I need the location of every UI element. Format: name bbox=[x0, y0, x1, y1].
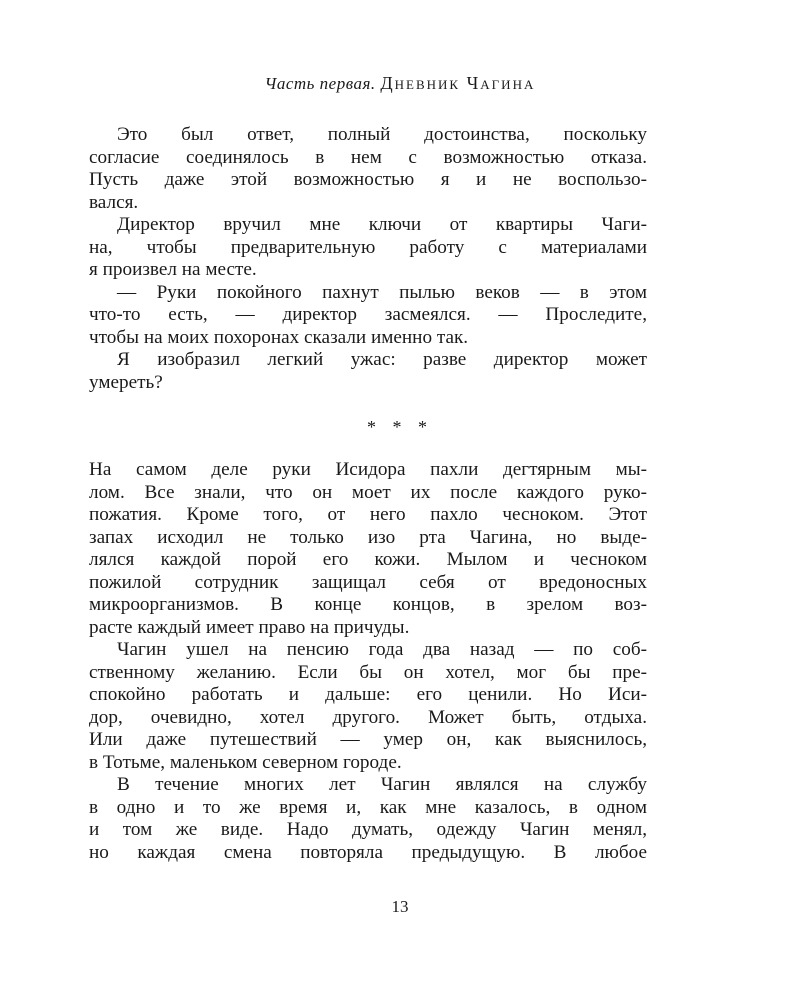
text-line: Или даже путешествий — умер он, как выяснилось, bbox=[89, 729, 647, 750]
running-head bbox=[0, 73, 800, 94]
text-line: умереть? bbox=[89, 371, 163, 393]
text-line: в Тотьме, маленьком северном городе. bbox=[89, 751, 402, 773]
text-line: и том же виде. Надо думать, одежду Чагин менял, bbox=[89, 819, 647, 840]
text-line: но каждая смена повторяла предыдущую. В любое bbox=[89, 841, 647, 863]
running-head-part: Часть первая. bbox=[264, 74, 376, 93]
text-line: Это был ответ, полный достоинства, поскольку bbox=[117, 124, 647, 145]
text-line: пожилой сотрудник защищал себя от вредоносных bbox=[89, 571, 647, 593]
text-line: пожатия. Кроме того, от него пахло чесноком. Этот bbox=[89, 504, 647, 525]
text-line: Я изобразил легкий ужас: разве директор может bbox=[117, 349, 647, 370]
text-block-1 bbox=[89, 124, 647, 394]
text-line: согласие соединялось в нем с возможностью отказа. bbox=[89, 146, 647, 168]
text-line: лялся каждой порой его кожи. Мылом и чесноком bbox=[89, 549, 647, 570]
text-line: вался. bbox=[89, 191, 139, 213]
text-block-2 bbox=[89, 459, 647, 864]
running-head-chapter: Дневник Чагина bbox=[380, 73, 536, 93]
text-line: Директор вручил мне ключи от квартиры Чаги- bbox=[117, 214, 647, 235]
text-line: Пусть даже этой возможностью я и не воспользо- bbox=[89, 169, 647, 190]
text-line: На самом деле руки Исидора пахли дегтярным мы- bbox=[89, 459, 647, 480]
section-separator: * * * bbox=[367, 417, 433, 437]
text-line: что-то есть, — директор засмеялся. — Проследите, bbox=[89, 304, 647, 325]
text-line: микроорганизмов. В конце концов, в зрелом воз- bbox=[89, 594, 647, 615]
text-line: — Руки покойного пахнут пылью веков — в этом bbox=[117, 281, 647, 303]
text-line: дор, очевидно, хотел другого. Может быть, отдыха. bbox=[89, 706, 647, 728]
text-line: на, чтобы предварительную работу с материалами bbox=[89, 236, 647, 258]
page-number: 13 bbox=[391, 897, 409, 916]
text-line: я произвел на месте. bbox=[89, 259, 257, 280]
text-line: ственному желанию. Если бы он хотел, мог бы пре- bbox=[89, 661, 647, 683]
text-line: Чагин ушел на пенсию года два назад — по соб- bbox=[117, 639, 647, 660]
text-line: чтобы на моих похоронах сказали именно так. bbox=[89, 326, 469, 348]
text-line: спокойно работать и дальше: его ценили. Но Иси- bbox=[89, 684, 647, 705]
text-line: в одно и то же время и, как мне казалось, в одном bbox=[89, 796, 647, 818]
text-line: В течение многих лет Чагин являлся на службу bbox=[117, 774, 647, 795]
text-line: запах исходил не только изо рта Чагина, но выде- bbox=[89, 526, 647, 548]
text-line: лом. Все знали, что он моет их после каждого руко- bbox=[89, 481, 647, 503]
text-line: расте каждый имеет право на причуды. bbox=[89, 616, 410, 638]
